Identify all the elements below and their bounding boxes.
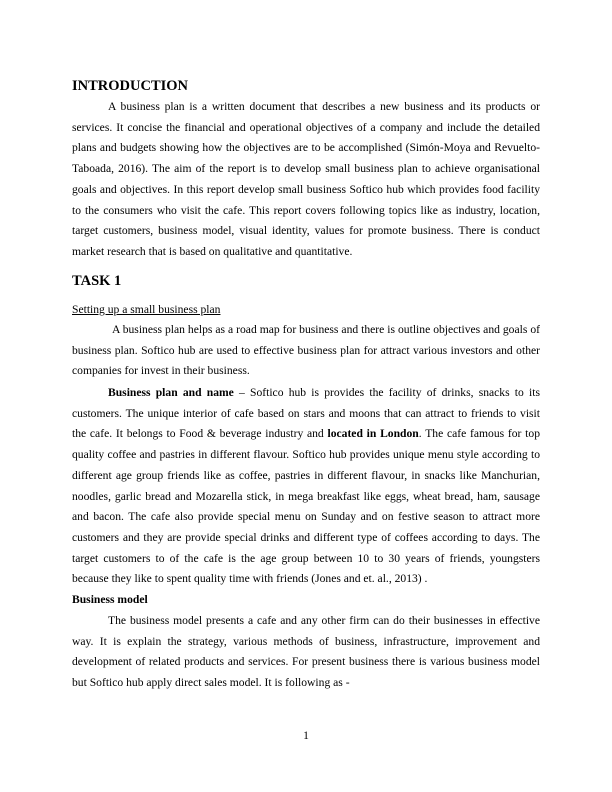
business-plan-paragraph bbox=[72, 383, 540, 590]
business-plan-text-1: – Softico hub is provides the facility of drinks, snacks to its customers. The unique interior of cafe based on stars and moons that can attract to friends to visit the cafe. It belongs to Food & beverage industry and bbox=[72, 386, 540, 441]
business-plan-label: Business plan and name bbox=[108, 386, 234, 399]
page-number: 1 bbox=[303, 729, 309, 742]
business-model-heading: Business model bbox=[72, 593, 148, 606]
introduction-heading: INTRODUCTION bbox=[72, 78, 189, 94]
business-model-paragraph: The business model presents a cafe and any other firm can do their businesses in effective way. It is explain the strategy, various methods of business, infrastructure, improvement and development of related products and services. For present business there is various business model but Softico hub apply direct sales model. It is following as - bbox=[72, 614, 540, 690]
roadmap-paragraph: A business plan helps as a road map for business and there is outline objectives and goals of business plan. Softico hub are used to effective business plan for attract various investors and other companies for invest in their business. bbox=[72, 323, 540, 378]
task-1-heading: TASK 1 bbox=[72, 273, 122, 289]
introduction-paragraph: A business plan is a written document that describes a new business and its products or services. It concise the financial and operational objectives of a company and include the detailed plans and budgets showing how the objectives are to be accomplished (Simón-Moya and Revuelto-Taboada, 2016). The aim of the report is to develop small business plan to achieve organisational goals and objectives. In this report develop small business Softico hub which provides food facility to the consumers who visit the cafe. This report covers following topics like as industry, location, target customers, business model, visual identity, values for promote business. There is conduct market research that is based on qualitative and quantitative. bbox=[72, 100, 540, 258]
business-plan-text-2: . The cafe famous for top quality coffee and pastries in different flavour. Softico hub provides unique menu style according to different age group friends like as coffee, pastries in different flavour, in snacks like Manchurian, noodles, garlic bread and Mozarella stick, in mega breakfast like eggs, wheat bread, ham, sausage and bacon. The cafe also provide special menu on Sunday and on festive season to attract more customers and they are provide special drinks and different type of coffees according to days. The target customers to of the cafe is the age group between 10 to 30 years of friends, youngsters because they like to spent quality time with friends (Jones and et. al., 2013) . bbox=[72, 427, 540, 586]
business-location: located in London bbox=[327, 427, 419, 441]
setup-subheading: Setting up a small business plan bbox=[72, 303, 221, 316]
